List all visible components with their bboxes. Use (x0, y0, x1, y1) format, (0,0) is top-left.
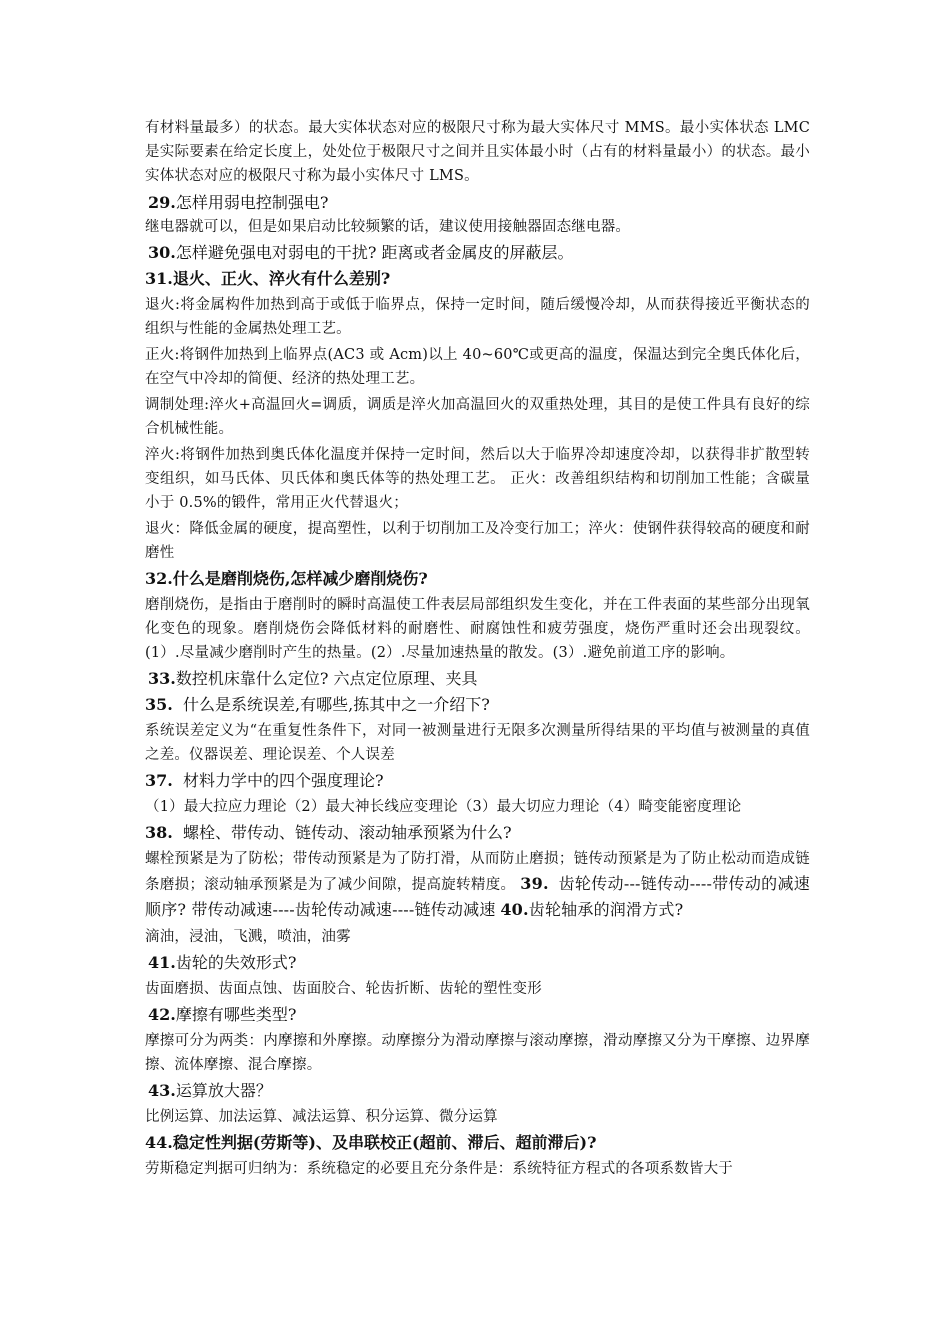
answer-37: （1）最大拉应力理论（2）最大神长线应变理论（3）最大切应力理论（4）畸变能密度理论 (145, 799, 742, 815)
question-37 (145, 768, 810, 793)
question-text: 摩擦有哪些类型? (175, 1005, 297, 1024)
answer-32: 磨削烧伤，是指由于磨削时的瞬时高温使工件表层局部组织发生变化，并在工件表面的某些部分出现氧化变色的现象。磨削烧伤会降低材料的耐磨性、耐腐蚀性和疲劳强度，烧伤严重时还会出现裂纹。(1）.尽量减少磨削时产生的热量。(2）.尽量加速热量的散发。(3）.避免前道工序的影响。 (145, 597, 810, 661)
question-33 (145, 666, 810, 691)
question-text: 数控机床靠什么定位? 六点定位原理、夹具 (175, 669, 478, 688)
question-number: 40. (500, 900, 529, 919)
answer-31-summary: 退火：降低金属的硬度，提高塑性，以利于切削加工及冷变行加工；淬火：使钢件获得较高的硬度和耐磨性 (145, 521, 810, 561)
question-number: 43. (148, 1081, 176, 1100)
answer-40: 滴油，浸油，飞溅，喷油，油雾 (145, 929, 351, 945)
answer-38: 螺栓预紧是为了防松；带传动预紧是为了防打滑，从而防止磨损；链传动预紧是为了防止松动而造成链条磨损；滚动轴承预紧是为了减少间隙，提高旋转精度。 (145, 851, 810, 893)
question-31: 31.退火、正火、淬火有什么差别? (145, 269, 391, 288)
question-38 (145, 820, 810, 845)
question-number: 30. (148, 243, 176, 262)
question-text: 齿轮的失效形式? (175, 953, 297, 972)
question-35 (145, 692, 810, 717)
question-29 (145, 190, 810, 215)
document-body (145, 116, 810, 1181)
question-41 (145, 950, 810, 975)
question-number: 29. (148, 193, 176, 212)
question-number: 35. (145, 695, 173, 714)
answer-35: 系统误差定义为“在重复性条件下，对同一被测量进行无限多次测量所得结果的平均值与被测量的真值之差。仪器误差、理论误差、个人误差 (145, 723, 810, 763)
answer-44: 劳斯稳定判据可归纳为：系统稳定的必要且充分条件是：系统特征方程式的各项系数皆大于 (145, 1161, 733, 1177)
question-number: 38. (145, 823, 173, 842)
answer-31-annealing: 退火:将金属构件加热到高于或低于临界点，保持一定时间，随后缓慢冷却，从而获得接近平衡状态的组织与性能的金属热处理工艺。 (145, 297, 810, 337)
question-32: 32.什么是磨削烧伤,怎样减少磨削烧伤? (145, 569, 428, 588)
question-40-text: 齿轮轴承的润滑方式? (528, 900, 684, 919)
question-number: 33. (148, 669, 176, 688)
question-text: 怎样避免强电对弱电的干扰? 距离或者金属皮的屏蔽层。 (175, 243, 574, 262)
answer-31-normalizing: 正火:将钢件加热到上临界点(AC3 或 Acm)以上 40~60℃或更高的温度，保温达到完全奥氏体化后，在空气中冷却的简便、经济的热处理工艺。 (145, 347, 810, 387)
answer-31-tempering: 调制处理:淬火+高温回火=调质，调质是淬火加高温回火的双重热处理，其目的是使工件具有良好的综合机械性能。 (145, 397, 810, 437)
question-43 (145, 1078, 810, 1103)
answer-29: 继电器就可以，但是如果启动比较频繁的话，建议使用接触器固态继电器。 (145, 219, 631, 235)
question-text: 运算放大器？ (175, 1081, 272, 1100)
question-number: 37. (145, 771, 173, 790)
question-39-text: 齿轮传动---链传动----带传动的减速顺序? 带传动减速----齿轮传动减速----链传动减速 (145, 874, 811, 919)
question-number: 41. (148, 953, 176, 972)
answer-41: 齿面磨损、齿面点蚀、齿面胶合、轮齿折断、齿轮的塑性变形 (145, 981, 542, 997)
question-42 (145, 1002, 810, 1027)
answer-43: 比例运算、加法运算、减法运算、积分运算、微分运算 (145, 1109, 498, 1125)
question-text: 怎样用弱电控制强电? (175, 193, 329, 212)
question-text: 材料力学中的四个强度理论? (183, 771, 384, 790)
question-text: 螺栓、带传动、链传动、滚动轴承预紧为什么? (183, 823, 512, 842)
question-number: 39. (520, 874, 549, 893)
question-44: 44.稳定性判据(劳斯等)、及串联校正(超前、滞后、超前滞后)? (145, 1133, 597, 1152)
answer-38-with-39-40 (145, 847, 810, 923)
question-30 (145, 240, 810, 265)
question-text: 什么是系统误差,有哪些,拣其中之一介绍下? (183, 695, 490, 714)
answer-31-quenching: 淬火:将钢件加热到奥氏体化温度并保持一定时间，然后以大于临界冷却速度冷却，以获得非扩散型转变组织，如马氏体、贝氏体和奥氏体等的热处理工艺。 正火：改善组织结构和切削加工性能；含碳量小于 0.5%的锻件，常用正火代替退火； (145, 447, 810, 511)
answer-42: 摩擦可分为两类：内摩擦和外摩擦。动摩擦分为滑动摩擦与滚动摩擦，滑动摩擦又分为干摩擦、边界摩擦、流体摩擦、混合摩擦。 (145, 1033, 810, 1073)
paragraph-mms-lms: 有材料量最多）的状态。最大实体状态对应的极限尺寸称为最大实体尺寸 MMS。最小实体状态 LMC 是实际要素在给定长度上，处处位于极限尺寸之间并且实体最小时（占有的材料量最小）的状态。最小实体状态对应的极限尺寸称为最小实体尺寸 LMS。 (145, 120, 810, 184)
question-number: 42. (148, 1005, 176, 1024)
